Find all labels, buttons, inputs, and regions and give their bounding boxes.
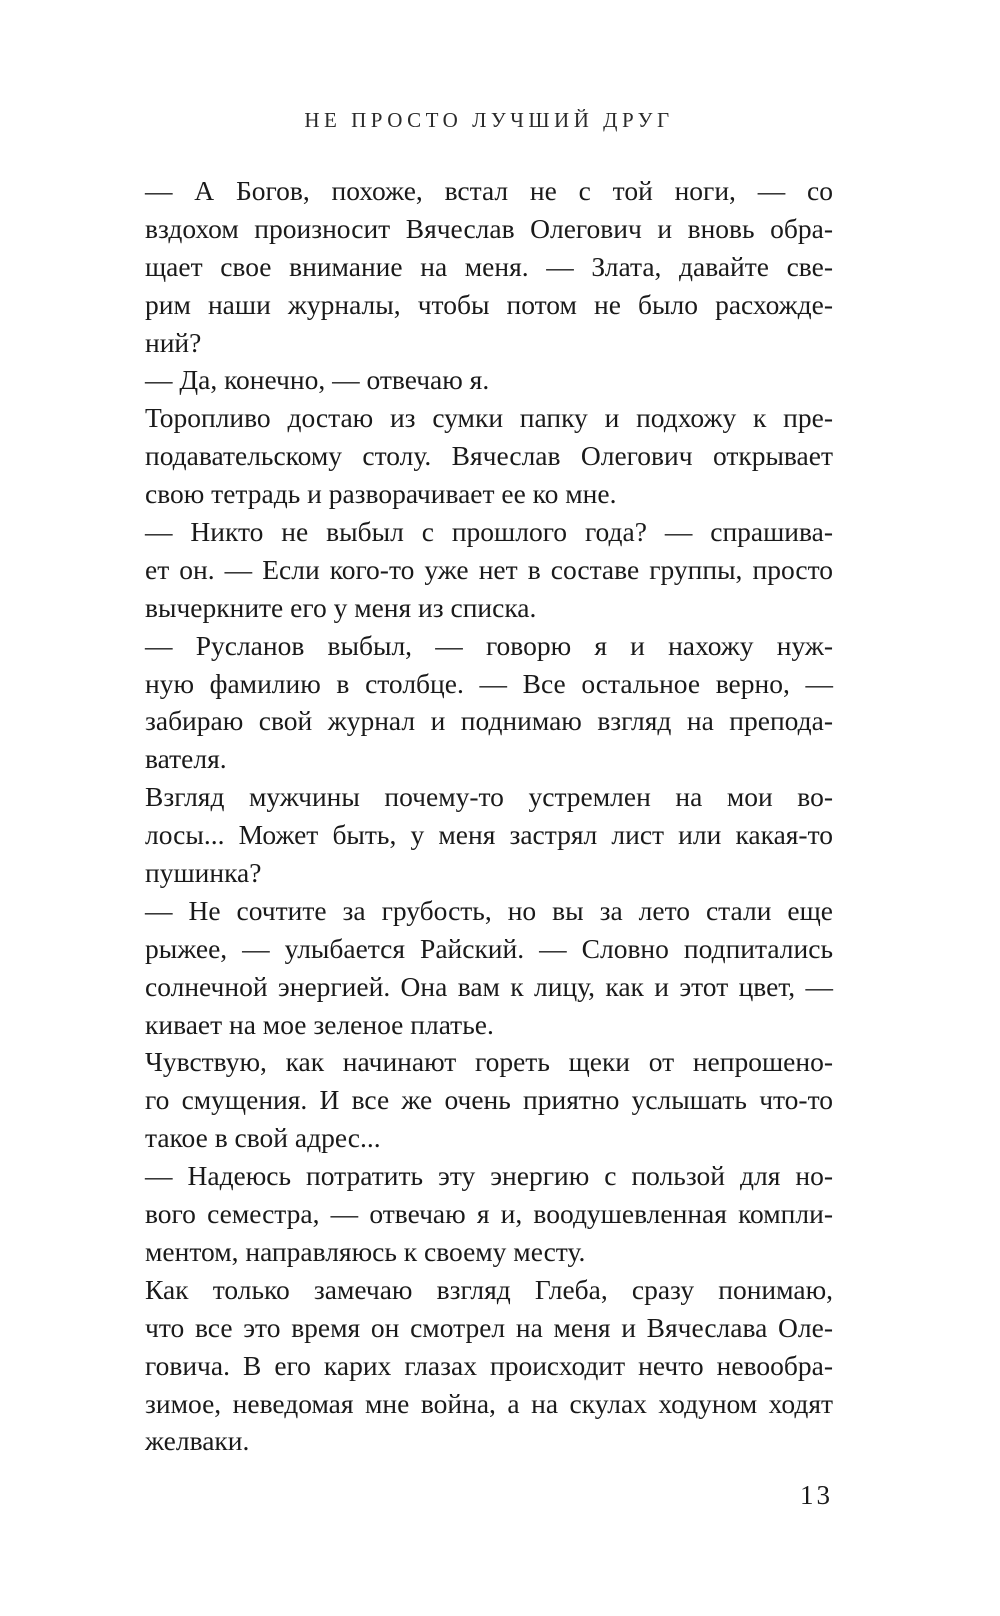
- running-head: НЕ ПРОСТО ЛУЧШИЙ ДРУГ: [304, 108, 674, 132]
- text-line: — Надеюсь потратить эту энергию с пользой для но-: [145, 1160, 833, 1192]
- text-line: что все это время он смотрел на меня и Вячеслава Оле-: [145, 1311, 833, 1343]
- text-line: желваки.: [145, 1425, 250, 1457]
- text-line: Чувствую, как начинают гореть щеки от непрошено-: [145, 1046, 833, 1078]
- text-line: — А Богов, похоже, встал не с той ноги, — со: [145, 175, 833, 206]
- text-line: забираю свой журнал и поднимаю взгляд на препода-: [145, 705, 833, 737]
- text-line: вателя.: [145, 743, 227, 775]
- text-line: подавательскому столу. Вячеслав Олегович открывает: [145, 440, 833, 472]
- text-line: рим наши журналы, чтобы потом не было расхожде-: [145, 288, 833, 320]
- text-line: — Да, конечно, — отвечаю я.: [145, 364, 490, 396]
- text-line: рыжее, — улыбается Райский. — Словно подпитались: [145, 932, 833, 964]
- text-line: вого семестра, — отвечаю я и, воодушевленная компли-: [145, 1198, 833, 1230]
- text-line: щает свое внимание на меня. — Злата, давайте све-: [145, 250, 833, 282]
- text-line: го смущения. И все же очень приятно услышать что-то: [145, 1084, 833, 1116]
- text-line: Как только замечаю взгляд Глеба, сразу понимаю,: [145, 1273, 833, 1305]
- text-line: свою тетрадь и разворачивает ее ко мне.: [145, 478, 617, 510]
- text-line: кивает на мое зеленое платье.: [145, 1008, 494, 1040]
- text-line: Торопливо достаю из сумки папку и подхожу к пре-: [145, 402, 833, 434]
- text-line: пушинка?: [145, 857, 262, 889]
- text-line: зимое, неведомая мне война, а на скулах ходуном ходят: [145, 1387, 833, 1419]
- page-number: 13: [800, 1480, 833, 1510]
- text-line: ний?: [145, 326, 202, 358]
- text-line: ет он. — Если кого-то уже нет в составе группы, просто: [145, 553, 833, 585]
- text-line: лосы... Может быть, у меня застрял лист или какая-то: [145, 819, 833, 851]
- text-line: ную фамилию в столбце. — Все остальное верно, —: [145, 667, 833, 699]
- body-text: [145, 172, 833, 1460]
- text-line: говича. В его карих глазах происходит нечто невообра-: [145, 1349, 833, 1381]
- text-line: — Не сочтите за грубость, но вы за лето стали еще: [145, 894, 833, 926]
- text-line: — Русланов выбыл, — говорю я и нахожу нуж-: [145, 629, 833, 661]
- text-line: такое в свой адрес...: [145, 1122, 381, 1154]
- text-line: — Никто не выбыл с прошлого года? — спрашива-: [145, 516, 833, 548]
- text-line: вычеркните его у меня из списка.: [145, 591, 537, 623]
- text-line: Взгляд мужчины почему-то устремлен на мои во-: [145, 781, 833, 813]
- text-line: вздохом произносит Вячеслав Олегович и вновь обра-: [145, 212, 833, 244]
- text-line: ментом, направляюсь к своему месту.: [145, 1235, 586, 1267]
- text-line: солнечной энергией. Она вам к лицу, как и этот цвет, —: [145, 970, 833, 1002]
